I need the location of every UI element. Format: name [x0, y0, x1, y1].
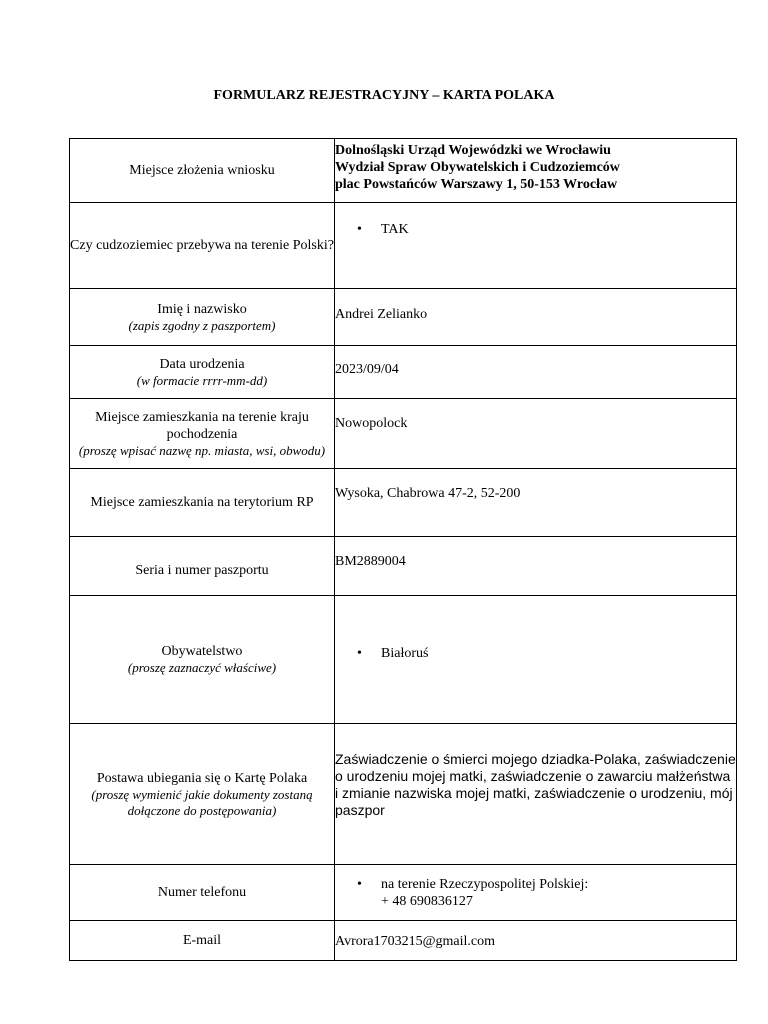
bullet-icon: • [357, 646, 362, 661]
value-name: Andrei Zelianko [335, 289, 737, 346]
row-in-poland [70, 203, 737, 289]
label-name: Imię i nazwisko (zapis zgodny z paszportem) [70, 289, 335, 346]
phone-number: + 48 690836127 [381, 894, 473, 909]
value-citizenship [335, 596, 737, 724]
row-origin-residence [70, 399, 737, 469]
value-phone [335, 865, 737, 921]
label-phone: Numer telefonu [70, 865, 335, 921]
row-name [70, 289, 737, 346]
label-origin-residence: Miejsce zamieszkania na terenie kraju pochodzenia (proszę wpisać nazwę np. miasta, wsi, obwodu) [70, 399, 335, 469]
label-rp-residence: Miejsce zamieszkania na terytorium RP [70, 469, 335, 537]
label-birth-date: Data urodzenia (w formacie rrrr-mm-dd) [70, 346, 335, 399]
row-application-place [70, 139, 737, 203]
value-passport: BM2889004 [335, 537, 737, 596]
phone-location: na terenie Rzeczypospolitej Polskiej: [381, 877, 589, 892]
in-poland-answer: TAK [381, 222, 409, 237]
label-application-basis: Postawa ubiegania się o Kartę Polaka (proszę wymienić jakie dokumenty zostaną dołączone do postępowania) [70, 724, 335, 865]
value-email: Avrora1703215@gmail.com [335, 921, 737, 961]
row-application-basis [70, 724, 737, 865]
row-email [70, 921, 737, 961]
office-line-1: Dolnośląski Urząd Wojewódzki we Wrocławiu [335, 143, 611, 158]
label-email: E-mail [70, 921, 335, 961]
label-application-place: Miejsce złożenia wniosku [70, 139, 335, 203]
label-citizenship: Obywatelstwo (proszę zaznaczyć właściwe) [70, 596, 335, 724]
row-phone [70, 865, 737, 921]
row-birth-date [70, 346, 737, 399]
office-line-2: Wydział Spraw Obywatelskich i Cudzoziemców [335, 160, 620, 175]
row-citizenship [70, 596, 737, 724]
bullet-icon: • [357, 877, 362, 892]
value-birth-date: 2023/09/04 [335, 346, 737, 399]
row-rp-residence [70, 469, 737, 537]
bullet-icon: • [357, 222, 362, 237]
row-passport [70, 537, 737, 596]
value-origin-residence: Nowopolock [335, 399, 737, 469]
value-application-basis: Zaświadczenie o śmierci mojego dziadka-Polaka, zaświadczenie o urodzeniu mojej matki, zaświadczenie o zawarciu małżeństwa i zmianie nazwiska mojej matki, zaświadczenie o urodzeniu, mój paszpor [335, 724, 737, 865]
value-in-poland [335, 203, 737, 289]
registration-form-table [69, 138, 737, 961]
label-in-poland: Czy cudzoziemiec przebywa na terenie Polski? [70, 203, 335, 289]
citizenship-answer: Białoruś [381, 646, 429, 661]
form-title: FORMULARZ REJESTRACYJNY – KARTA POLAKA [213, 88, 555, 103]
value-rp-residence: Wysoka, Chabrowa 47-2, 52-200 [335, 469, 737, 537]
office-line-3: plac Powstańców Warszawy 1, 50-153 Wrocław [335, 177, 618, 192]
value-application-place [335, 139, 737, 203]
label-passport: Seria i numer paszportu [70, 537, 335, 596]
